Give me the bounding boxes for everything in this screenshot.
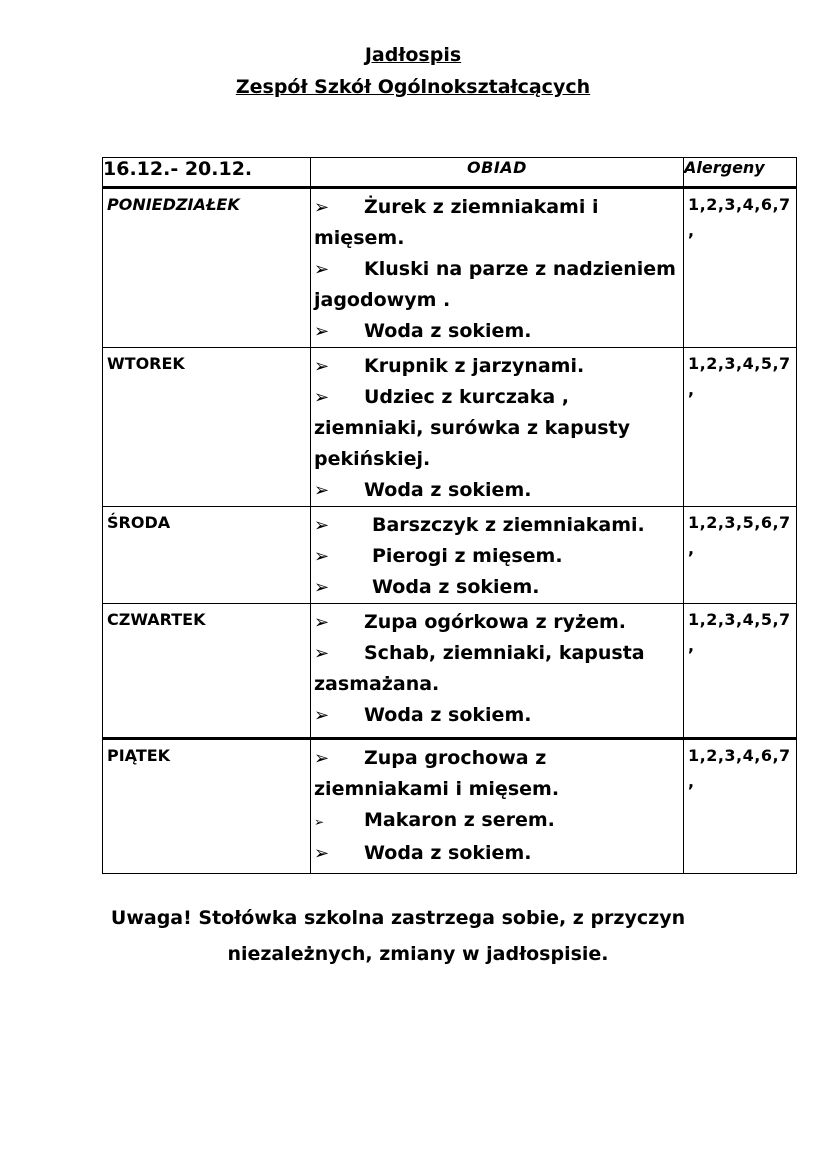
arrow-bullet-icon: ➢ bbox=[314, 197, 330, 218]
list-item: ➢ Żurek z ziemniakami i bbox=[314, 192, 679, 223]
table-header-row bbox=[103, 158, 797, 188]
list-item: ➢ Pierogi z mięsem. bbox=[314, 541, 679, 572]
arrow-bullet-icon: ➢ bbox=[314, 259, 330, 280]
table-row bbox=[103, 507, 797, 604]
table-row bbox=[103, 739, 797, 874]
arrow-bullet-icon: ➢ bbox=[314, 815, 325, 829]
list-item: ➢ Udziec z kurczaka , bbox=[314, 382, 679, 413]
list-item: ➢ Woda z sokiem. bbox=[314, 572, 679, 603]
arrow-bullet-icon: ➢ bbox=[314, 843, 330, 864]
list-item: ➢ Woda z sokiem. bbox=[314, 316, 679, 347]
dish-list bbox=[311, 507, 684, 604]
allergens-header: Alergeny bbox=[684, 158, 797, 188]
day-label: ŚRODA bbox=[103, 507, 311, 604]
obiad-header: OBIAD bbox=[311, 158, 684, 188]
list-item: ➢ Woda z sokiem. bbox=[314, 700, 679, 731]
list-item: ➢ Makaron z serem. bbox=[314, 805, 679, 838]
day-label: PONIEDZIAŁEK bbox=[103, 188, 311, 348]
list-item-continuation: mięsem. bbox=[314, 227, 405, 249]
allergens-value: 1,2,3,4,5,7, bbox=[684, 604, 797, 739]
arrow-bullet-icon: ➢ bbox=[314, 356, 330, 377]
dish-list bbox=[311, 739, 684, 874]
arrow-bullet-icon: ➢ bbox=[314, 612, 330, 633]
dish-list bbox=[311, 604, 684, 739]
page-subtitle: Zespół Szkół Ogólnokształcących bbox=[235, 76, 591, 98]
list-item: ➢ Woda z sokiem. bbox=[314, 475, 679, 506]
list-item: ➢ Zupa grochowa z bbox=[314, 743, 679, 774]
allergens-value: 1,2,3,5,6,7, bbox=[684, 507, 797, 604]
arrow-bullet-icon: ➢ bbox=[314, 748, 330, 769]
note-line-2: niezależnych, zmiany w jadłospisie. bbox=[227, 943, 609, 965]
list-item: ➢ Barszczyk z ziemniakami. bbox=[314, 510, 679, 541]
arrow-bullet-icon: ➢ bbox=[314, 515, 330, 536]
arrow-bullet-icon: ➢ bbox=[314, 480, 330, 501]
table-row bbox=[103, 604, 797, 739]
page-title: Jadłospis bbox=[364, 44, 462, 66]
arrow-bullet-icon: ➢ bbox=[314, 577, 330, 598]
list-item: ➢ Schab, ziemniaki, kapusta bbox=[314, 638, 679, 669]
list-item-continuation: zasmażana. bbox=[314, 673, 440, 695]
menu-table bbox=[102, 157, 797, 874]
arrow-bullet-icon: ➢ bbox=[314, 643, 330, 664]
arrow-bullet-icon: ➢ bbox=[314, 321, 330, 342]
allergens-value: 1,2,3,4,6,7, bbox=[684, 188, 797, 348]
dish-list bbox=[311, 348, 684, 507]
list-item-continuation: ziemniaki, surówka z kapusty bbox=[314, 417, 631, 439]
list-item: ➢ Krupnik z jarzynami. bbox=[314, 351, 679, 382]
allergens-value: 1,2,3,4,5,7, bbox=[684, 348, 797, 507]
list-item: ➢ Woda z sokiem. bbox=[314, 838, 679, 869]
day-label: PIĄTEK bbox=[103, 739, 311, 874]
dish-list bbox=[311, 188, 684, 348]
arrow-bullet-icon: ➢ bbox=[314, 705, 330, 726]
day-label: WTOREK bbox=[103, 348, 311, 507]
date-range-header: 16.12.- 20.12. bbox=[103, 158, 311, 188]
table-row bbox=[103, 348, 797, 507]
note-line-1: Uwaga! Stołówka szkolna zastrzega sobie, z przyczyn bbox=[110, 907, 686, 929]
arrow-bullet-icon: ➢ bbox=[314, 387, 330, 408]
allergens-value: 1,2,3,4,6,7, bbox=[684, 739, 797, 874]
list-item-continuation: ziemniakami i mięsem. bbox=[314, 778, 560, 800]
list-item-continuation: pekińskiej. bbox=[314, 448, 431, 470]
list-item: ➢ Zupa ogórkowa z ryżem. bbox=[314, 607, 679, 638]
table-row bbox=[103, 188, 797, 348]
day-label: CZWARTEK bbox=[103, 604, 311, 739]
list-item: ➢ Kluski na parze z nadzieniem bbox=[314, 254, 679, 285]
arrow-bullet-icon: ➢ bbox=[314, 546, 330, 567]
list-item-continuation: jagodowym . bbox=[314, 289, 451, 311]
